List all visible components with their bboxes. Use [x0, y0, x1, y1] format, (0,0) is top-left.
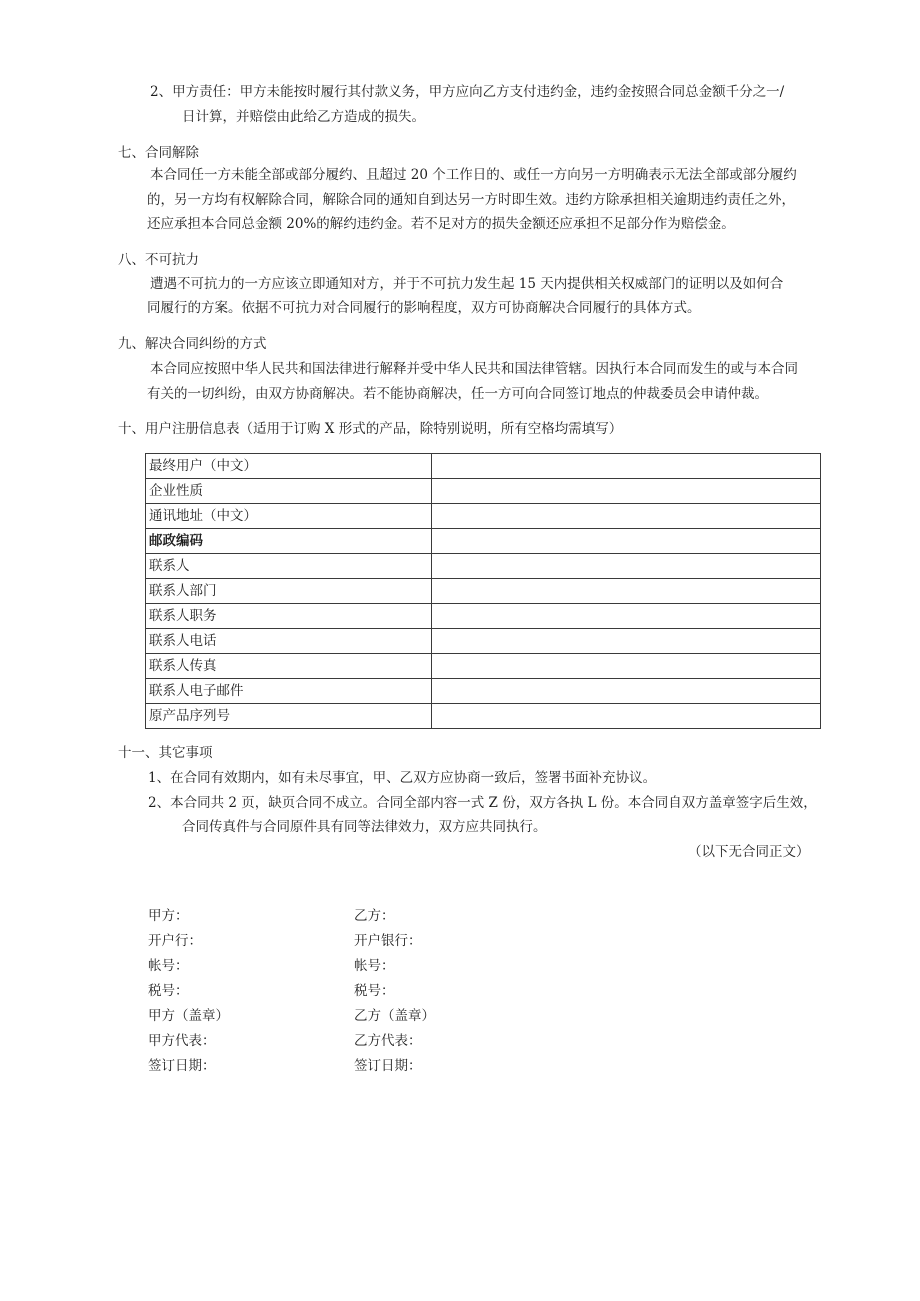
party-b-bank-label: 开户银行：: [354, 933, 422, 949]
party-a-tax-label: 税号：: [148, 983, 189, 999]
table-row: [146, 479, 821, 504]
clause8-line: 同履行的方案。依据不可抗力对合同履行的影响程度，双方可协商解决合同履行的具体方式。: [147, 300, 701, 316]
table-cell-label: 联系人传真: [146, 654, 432, 679]
party-b-seal-label: 乙方（盖章）: [354, 1008, 435, 1024]
registration-table: [145, 453, 821, 729]
clause7-heading: 七、合同解除: [118, 145, 199, 161]
table-cell-label: 联系人职务: [146, 604, 432, 629]
end-note: （以下无合同正文）: [688, 844, 810, 860]
clause7-line: 本合同任一方未能全部或部分履约、且超过 20 个工作日的、或任一方向另一方明确表示无法全部或部分履约: [150, 167, 797, 183]
clause9-line: 本合同应按照中华人民共和国法律进行解释并受中华人民共和国法律管辖。因执行本合同而发生的或与本合同: [150, 361, 798, 377]
table-cell-label: 原产品序列号: [146, 704, 432, 729]
table-row: [146, 454, 821, 479]
table-cell-value: [432, 679, 821, 704]
table-row: [146, 654, 821, 679]
party-b-name-label: 乙方：: [354, 908, 395, 924]
party-a-rep-label: 甲方代表：: [148, 1033, 216, 1049]
clause11-item1: 1、在合同有效期内，如有未尽事宜，甲、乙双方应协商一致后，签署书面补充协议。: [148, 770, 657, 786]
party-a-seal-label: 甲方（盖章）: [148, 1008, 229, 1024]
party-a-date-label: 签订日期：: [148, 1058, 216, 1074]
table-row: [146, 554, 821, 579]
table-row: [146, 579, 821, 604]
clause6-item2-line2: 日计算，并赔偿由此给乙方造成的损失。: [182, 109, 425, 125]
clause9-line: 有关的一切纠纷，由双方协商解决。若不能协商解决，任一方可向合同签订地点的仲裁委员会申请仲裁。: [147, 386, 768, 402]
table-row: [146, 504, 821, 529]
table-cell-value: [432, 704, 821, 729]
clause11-heading: 十一、其它事项: [118, 745, 213, 761]
table-cell-value: [432, 554, 821, 579]
party-b-account-label: 帐号：: [354, 958, 395, 974]
table-row: [146, 604, 821, 629]
table-cell-label: 通讯地址（中文）: [146, 504, 432, 529]
table-cell-value: [432, 579, 821, 604]
clause10-heading: 十、用户注册信息表（适用于订购 X 形式的产品，除特别说明，所有空格均需填写）: [118, 421, 623, 437]
table-cell-value: [432, 604, 821, 629]
table-cell-value: [432, 629, 821, 654]
clause6-item2-line1: 2、甲方责任：甲方未能按时履行其付款义务，甲方应向乙方支付违约金，违约金按照合同总金额千分之一/: [150, 84, 785, 100]
table-cell-label: 企业性质: [146, 479, 432, 504]
table-cell-label: 邮政编码: [146, 529, 432, 554]
party-a-account-label: 帐号：: [148, 958, 189, 974]
table-cell-label: 联系人电子邮件: [146, 679, 432, 704]
clause11-item2-line1: 2、本合同共 2 页，缺页合同不成立。合同全部内容一式 Z 份，双方各执 L 份。本合同自双方盖章签字后生效，: [148, 795, 817, 811]
table-row: [146, 529, 821, 554]
table-cell-value: [432, 654, 821, 679]
party-b-rep-label: 乙方代表：: [354, 1033, 422, 1049]
party-a-name-label: 甲方：: [148, 908, 189, 924]
table-cell-value: [432, 454, 821, 479]
clause7-line: 的，另一方均有权解除合同，解除合同的通知自到达另一方时即生效。违约方除承担相关逾期违约责任之外，: [147, 192, 795, 208]
party-a-bank-label: 开户行：: [148, 933, 202, 949]
clause8-line: 遭遇不可抗力的一方应该立即通知对方，并于不可抗力发生起 15 天内提供相关权威部门的证明以及如何合: [150, 276, 784, 292]
clause11-item2-line2: 合同传真件与合同原件具有同等法律效力，双方应共同执行。: [182, 819, 547, 835]
clause9-heading: 九、解决合同纠纷的方式: [118, 336, 267, 352]
clause7-line: 还应承担本合同总金额 20%的解约违约金。若不足对方的损失金额还应承担不足部分作为赔偿金。: [147, 216, 735, 232]
party-b-tax-label: 税号：: [354, 983, 395, 999]
table-row: [146, 679, 821, 704]
table-row: [146, 629, 821, 654]
clause8-heading: 八、不可抗力: [118, 252, 199, 268]
table-cell-label: 联系人电话: [146, 629, 432, 654]
table-row: [146, 704, 821, 729]
table-cell-value: [432, 479, 821, 504]
table-cell-label: 最终用户（中文）: [146, 454, 432, 479]
table-cell-label: 联系人: [146, 554, 432, 579]
table-cell-label: 联系人部门: [146, 579, 432, 604]
table-cell-value: [432, 529, 821, 554]
table-cell-value: [432, 504, 821, 529]
party-b-date-label: 签订日期：: [354, 1058, 422, 1074]
